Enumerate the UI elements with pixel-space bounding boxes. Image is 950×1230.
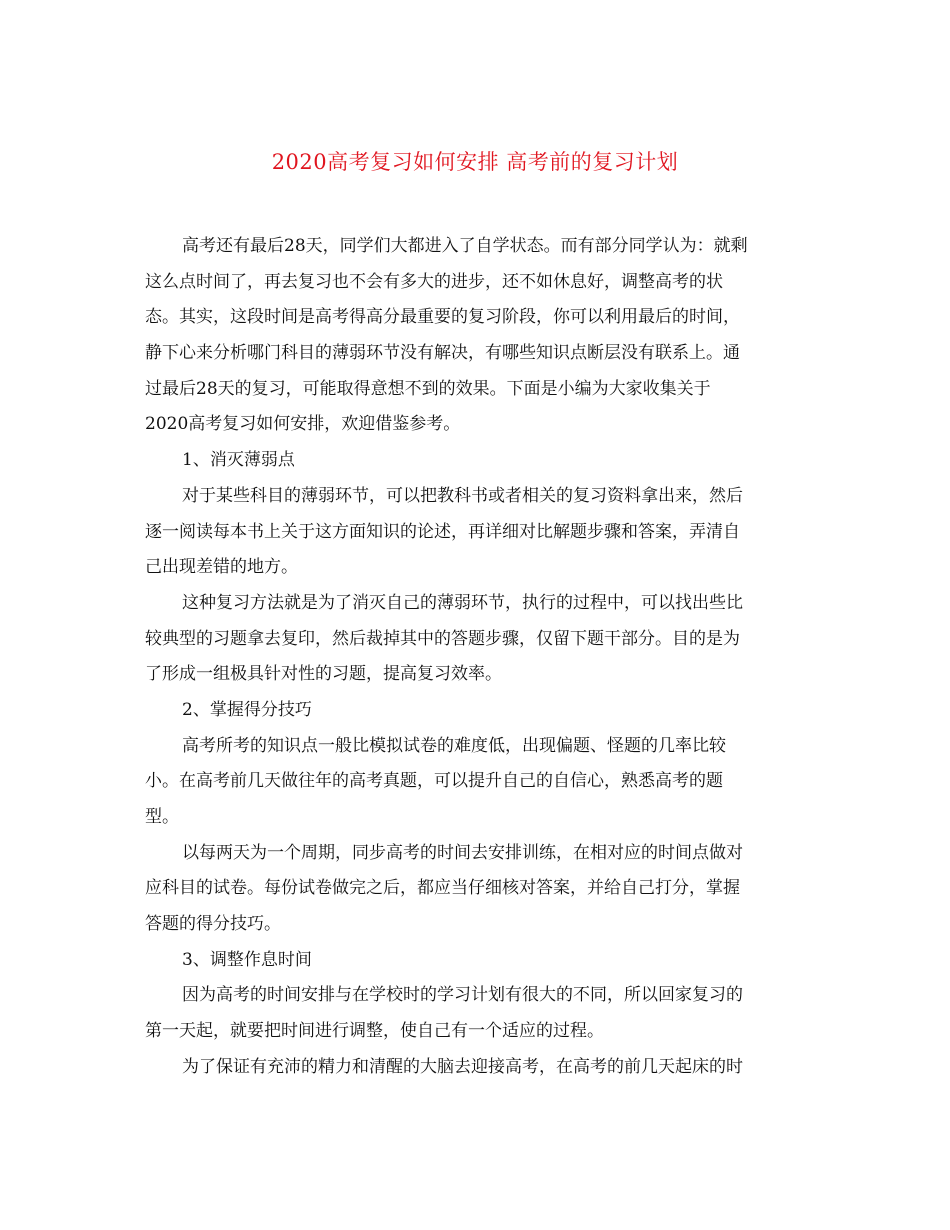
text-line: 型。: [145, 807, 179, 827]
text-line: 这种复习方法就是为了消灭自己的薄弱环节，执行的过程中，可以找出些比: [182, 592, 743, 613]
text-line: 对于某些科目的薄弱环节，可以把教科书或者相关的复习资料拿出来，然后: [182, 485, 743, 506]
text-line: 1、消灭薄弱点: [182, 450, 295, 471]
text-line: 逐一阅读每本书上关于这方面知识的论述，再详细对比解题步骤和答案，弄清自: [145, 521, 740, 542]
text-line: 为了保证有充沛的精力和清醒的大脑去迎接高考，在高考的前几天起床的时: [182, 1056, 743, 1077]
text-line: 小。在高考前几天做往年的高考真题，可以提升自己的自信心，熟悉高考的题: [145, 771, 723, 792]
text-line: 答题的得分技巧。: [145, 914, 281, 935]
text-line: 高考所考的知识点一般比模拟试卷的难度低，出现偏题、怪题的几率比较: [182, 735, 726, 756]
text-line: 了形成一组极具针对性的习题，提高复习效率。: [145, 664, 502, 685]
text-line: 这么点时间了，再去复习也不会有多大的进步，还不如休息好，调整高考的状: [145, 271, 723, 292]
text-line: 态。其实，这段时间是高考得高分最重要的复习阶段，你可以利用最后的时间，: [145, 307, 740, 328]
text-line: 静下心来分析哪门科目的薄弱环节没有解决，有哪些知识点断层没有联系上。通: [145, 343, 740, 364]
text-line: 高考还有最后28天，同学们大都进入了自学状态。而有部分同学认为：就剩: [182, 236, 748, 256]
text-line: 以每两天为一个周期，同步高考的时间去安排训练，在相对应的时间点做对: [182, 842, 743, 863]
text-line: 2020高考复习如何安排，欢迎借鉴参考。: [145, 414, 461, 435]
text-line: 第一天起，就要把时间进行调整，使自己有一个适应的过程。: [145, 1021, 604, 1042]
text-line: 2、掌握得分技巧: [182, 699, 312, 720]
text-line: 应科目的试卷。每份试卷做完之后，都应当仔细核对答案，并给自己打分，掌握: [145, 878, 740, 899]
text-line: 因为高考的时间安排与在学校时的学习计划有很大的不同，所以回家复习的: [182, 985, 743, 1006]
text-line: 己出现差错的地方。: [145, 557, 298, 578]
text-line: 3、调整作息时间: [182, 949, 312, 970]
text-line: 过最后28天的复习，可能取得意想不到的效果。下面是小编为大家收集关于: [145, 378, 711, 399]
text-line: 较典型的习题拿去复印，然后裁掉其中的答题步骤，仅留下题干部分。目的是为: [145, 628, 740, 649]
document-body: [145, 229, 805, 1086]
document-title: 2020高考复习如何安排 高考前的复习计划: [271, 150, 679, 174]
